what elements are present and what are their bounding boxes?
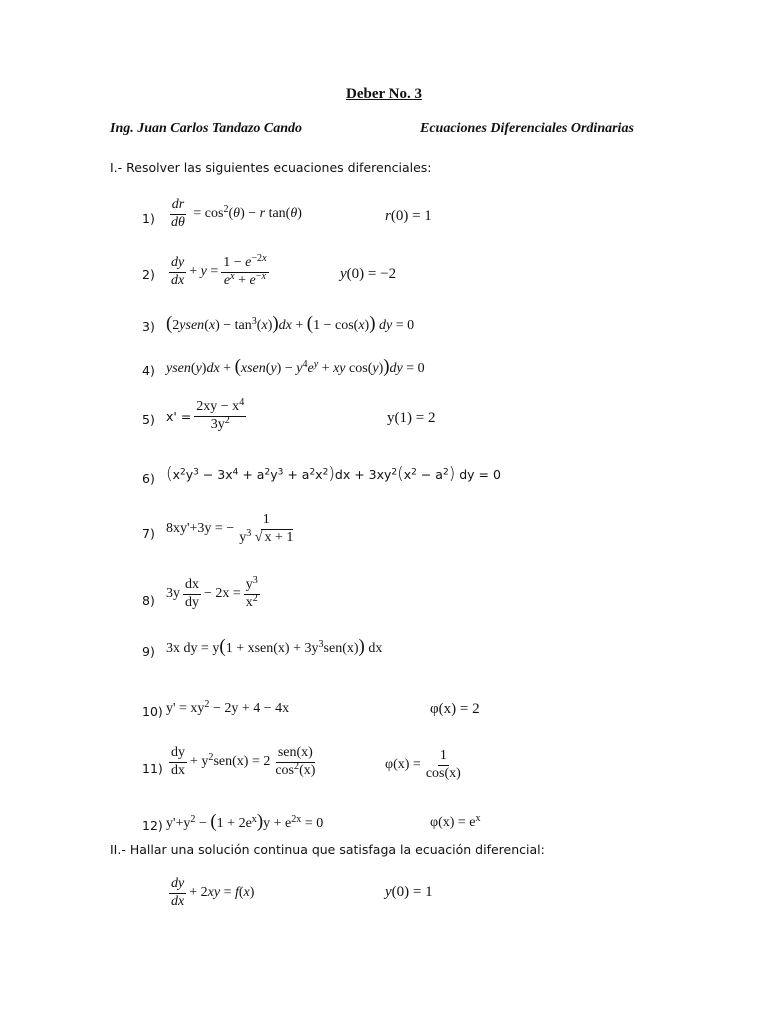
equation-10: $y' = xy^2 - 2y + 4 - 4x$ bbox=[166, 698, 290, 716]
exercise-number-1: 1) bbox=[142, 211, 155, 226]
exercise-number-6: 6) bbox=[142, 471, 155, 486]
initial-condition-2: y(0) = −2 bbox=[340, 266, 397, 282]
course-name: Ecuaciones Diferenciales Ordinarias bbox=[420, 121, 634, 136]
exercise-number-11: 11) bbox=[142, 761, 163, 776]
equation-6: $(x^2y^3 - 3x^4 + a^2y^3 + a^2x^2)dx + 3xy^2(x^2 - a^2)$ dy = 0 bbox=[166, 463, 501, 483]
exercise-number-5: 5) bbox=[142, 412, 155, 427]
exercise-number-8: 8) bbox=[142, 593, 155, 608]
author-name: Ing. Juan Carlos Tandazo Cando bbox=[110, 121, 303, 136]
equation-8: 3y $\frac{dx}{dy}$ − 2x = $\frac{y^3}{x^2}$ bbox=[166, 574, 258, 610]
initial-condition-5: y(1) = 2 bbox=[387, 410, 436, 426]
initial-condition-section-2: y(0) = 1 bbox=[385, 884, 433, 900]
section-1-heading: I.- Resolver las siguientes ecuaciones diferenciales: bbox=[110, 160, 432, 175]
page-title: Deber No. 3 bbox=[346, 86, 422, 102]
exercise-number-9: 9) bbox=[142, 644, 155, 659]
exercise-number-4: 4) bbox=[142, 363, 155, 378]
particular-solution-12: $\varphi(x) = e^x$ bbox=[430, 812, 481, 830]
particular-solution-11: φ(x) = $\frac{1}{\cos(x)}$ bbox=[385, 748, 461, 781]
equation-2: $\frac{dy}{dx}$ + y = $\frac{1 - e^{-2x}}{e^x + e^{-x}}$ bbox=[171, 252, 267, 288]
equation-7: 8xy'+3y = − $\frac{1}{y^3 √ x + 1}$ bbox=[166, 512, 294, 545]
equation-3: (2ysen(x) − $\tan^3(x))dx + (1 - \cos(x))$ dy = 0 bbox=[166, 313, 415, 334]
equation-section-2: $\frac{dy}{dx}$ + 2xy = f(x) bbox=[171, 876, 255, 909]
equation-4: ysen(y)dx + (xsen(y) − $y^4e^y$ + xy cos(y))dy = 0 bbox=[166, 356, 425, 377]
exercise-number-10: 10) bbox=[142, 704, 163, 719]
particular-solution-10: φ(x) = 2 bbox=[430, 701, 480, 717]
exercise-number-12: 12) bbox=[142, 818, 163, 833]
exercise-number-7: 7) bbox=[142, 526, 155, 541]
equation-11: $\frac{dy}{dx}$ + $y^2sen(x) = 2$ $\frac{\text{sen(x)}}{\cos^2(x)}$ bbox=[171, 745, 316, 778]
equation-5: x' = $\frac{2xy - x^4}{3y^2}$ bbox=[166, 396, 245, 432]
equation-1: $\frac{dr}{d\theta}$ = $\cos^2(\theta) - r$ tan(θ) bbox=[171, 197, 302, 230]
exercise-number-3: 3) bbox=[142, 319, 155, 334]
section-2-heading: II.- Hallar una solución continua que satisfaga la ecuación diferencial: bbox=[110, 842, 545, 857]
equation-12: $y'+y^2 - (1 + 2e^x)y + e^{2x} = 0$ bbox=[166, 811, 324, 832]
equation-9: 3x dy = y(1 + xsen(x) + $3y^3sen(x)$) dx bbox=[166, 636, 383, 657]
exercise-number-2: 2) bbox=[142, 267, 155, 282]
initial-condition-1: r(0) = 1 bbox=[385, 208, 432, 224]
